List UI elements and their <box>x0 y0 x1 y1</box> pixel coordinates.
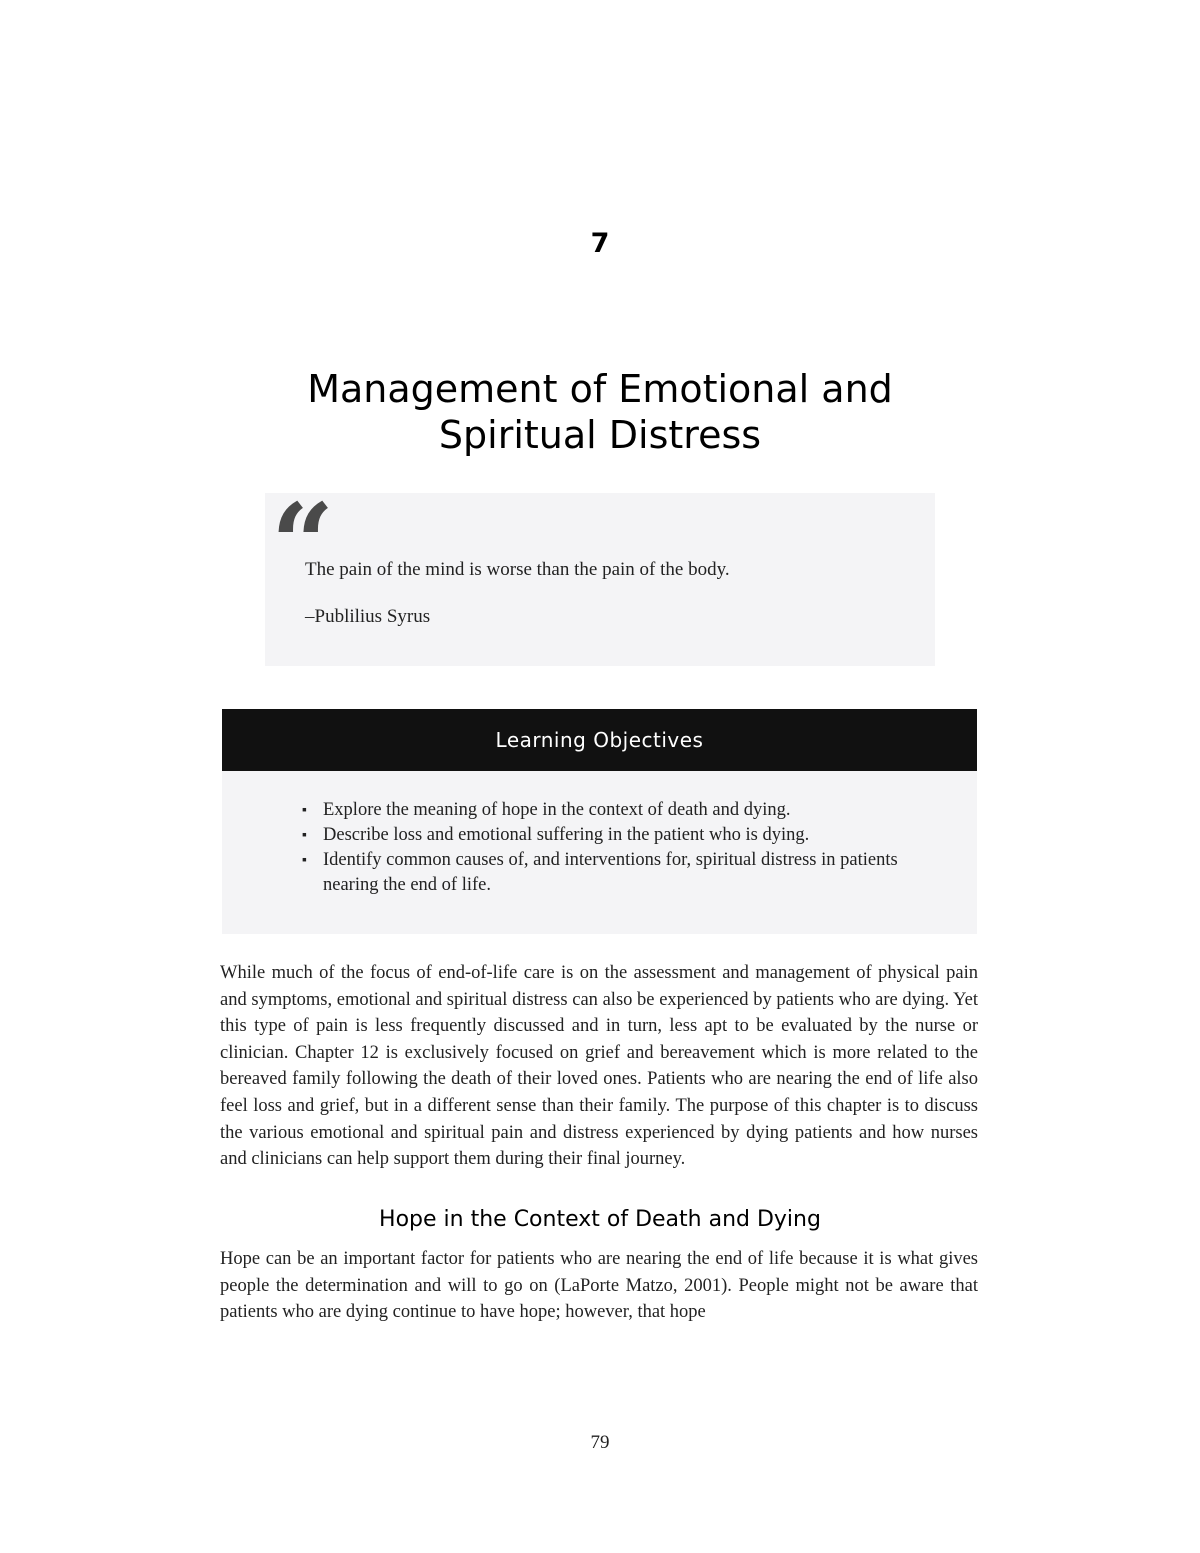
learning-objective-item <box>302 798 922 823</box>
epigraph-author: –Publilius Syrus <box>305 606 431 627</box>
bullet-icon: ▪ <box>302 803 307 818</box>
bullet-icon: ▪ <box>302 828 307 843</box>
learning-objective-item <box>302 823 922 848</box>
bullet-icon: ▪ <box>302 853 307 868</box>
chapter-title-line-2: Spiritual Distress <box>438 413 762 457</box>
learning-objective-text: Explore the meaning of hope in the context of death and dying. <box>323 800 791 820</box>
learning-objective-text: Describe loss and emotional suffering in the patient who is dying. <box>323 825 810 845</box>
chapter-title-line-1: Management of Emotional and <box>307 367 893 411</box>
section-heading: Hope in the Context of Death and Dying <box>379 1207 821 1232</box>
learning-objectives-box <box>222 709 977 934</box>
chapter-title <box>0 366 1200 458</box>
body-paragraph-hope: Hope can be an important factor for patients who are nearing the end of life because it is what gives people the determination and will to go on (LaPorte Matzo, 2001). People might not be aware that patients who are dying continue to have hope; however, that hope <box>220 1249 978 1323</box>
learning-objectives-list <box>302 798 922 898</box>
body-paragraph-intro: While much of the focus of end-of-life care is on the assessment and management of physical pain and symptoms, emotional and spiritual distress can also be experienced by patients who are dying. Yet this type of pain is less frequently discussed and in turn, less apt to be evaluated by the nurse or clinician. Chapter 12 is exclusively focused on grief and bereavement which is more related to the bereaved family following the death of their loved ones. Patients who are nearing the end of life also feel loss and grief, but in a different sense than their family. The purpose of this chapter is to discuss the various emotional and spiritual pain and distress experienced by dying patients and how nurses and clinicians can help support them during their final journey. <box>220 963 978 1170</box>
quote-mark-icon: “ <box>271 479 335 608</box>
learning-objectives-heading: Learning Objectives <box>222 709 977 771</box>
page-number: 79 <box>590 1432 610 1453</box>
chapter-number: 7 <box>590 228 610 259</box>
epigraph-text: The pain of the mind is worse than the pain of the body. <box>305 559 730 580</box>
learning-objective-item <box>302 848 922 898</box>
learning-objective-text: Identify common causes of, and interventions for, spiritual distress in patients nearing the end of life. <box>323 850 898 895</box>
